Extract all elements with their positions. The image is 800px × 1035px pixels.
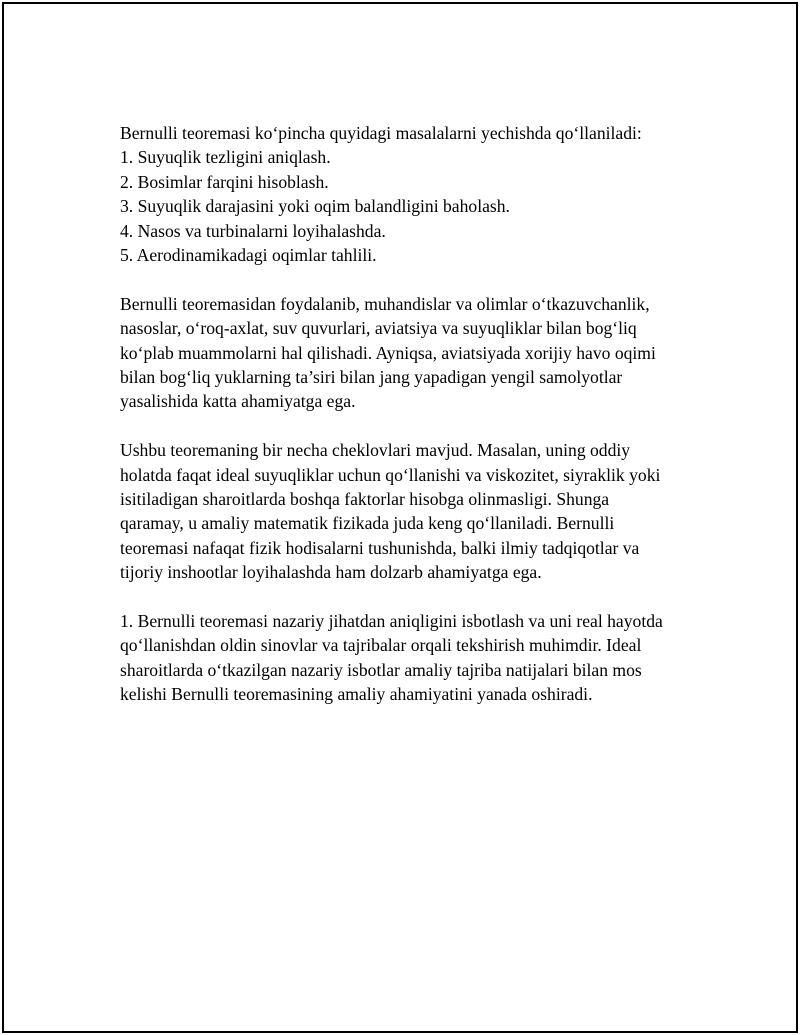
paragraph-line: bilan bog‘liq yuklarning ta’siri bilan jang yapadigan yengil samolyotlar	[120, 367, 623, 388]
paragraph-line: holatda faqat ideal suyuqliklar uchun qo‘llanishi va viskozitet, siyraklik yoki	[120, 464, 661, 485]
paragraph-line: teoremasi nafaqat fizik hodisalarni tushunishda, balki ilmiy tadqiqotlar va	[120, 537, 640, 558]
paragraph-applications	[120, 292, 705, 414]
intro-block	[120, 121, 705, 267]
document-page	[2, 2, 798, 1033]
list-item: 2. Bosimlar farqini hisoblash.	[120, 171, 329, 192]
paragraph-limitations	[120, 438, 705, 584]
list-item: 1. Suyuqlik tezligini aniqlash.	[120, 147, 331, 168]
paragraph-line: kelishi Bernulli teoremasining amaliy ahamiyatini yanada oshiradi.	[120, 684, 593, 705]
paragraph-line: yasalishida katta ahamiyatga ega.	[120, 391, 356, 412]
paragraph-verification	[120, 609, 705, 707]
list-item: 4. Nasos va turbinalarni loyihalashda.	[120, 220, 386, 241]
document-body	[120, 121, 705, 707]
paragraph-line: tijoriy inshootlar loyihalashda ham dolzarb ahamiyatga ega.	[120, 562, 542, 583]
intro-lead: Bernulli teoremasi ko‘pincha quyidagi masalalarni yechishda qo‘llaniladi:	[120, 123, 642, 143]
paragraph-line: qo‘llanishdan oldin sinovlar va tajribalar orqali tekshirish muhimdir. Ideal	[120, 635, 642, 656]
paragraph-line: isitiladigan sharoitlarda boshqa faktorlar hisobga olinmasligi. Shunga	[120, 489, 610, 510]
paragraph-line: ko‘plab muammolarni hal qilishadi. Ayniqsa, aviatsiyada xorijiy havo oqimi	[120, 342, 656, 363]
paragraph-line: Bernulli teoremasidan foydalanib, muhandislar va olimlar o‘tkazuvchanlik,	[120, 293, 650, 314]
paragraph-line: 1. Bernulli teoremasi nazariy jihatdan aniqligini isbotlash va uni real hayotda	[120, 611, 663, 632]
paragraph-line: sharoitlarda o‘tkazilgan nazariy isbotlar amaliy tajriba natijalari bilan mos	[120, 659, 642, 680]
paragraph-line: qaramay, u amaliy matematik fizikada juda keng qo‘llaniladi. Bernulli	[120, 513, 615, 534]
list-item: 5. Aerodinamikadagi oqimlar tahlili.	[120, 245, 377, 266]
list-item: 3. Suyuqlik darajasini yoki oqim balandligini baholash.	[120, 196, 510, 217]
paragraph-line: Ushbu teoremaning bir necha cheklovlari mavjud. Masalan, uning oddiy	[120, 440, 631, 461]
paragraph-line: nasoslar, o‘roq-axlat, suv quvurlari, aviatsiya va suyuqliklar bilan bog‘liq	[120, 318, 637, 339]
